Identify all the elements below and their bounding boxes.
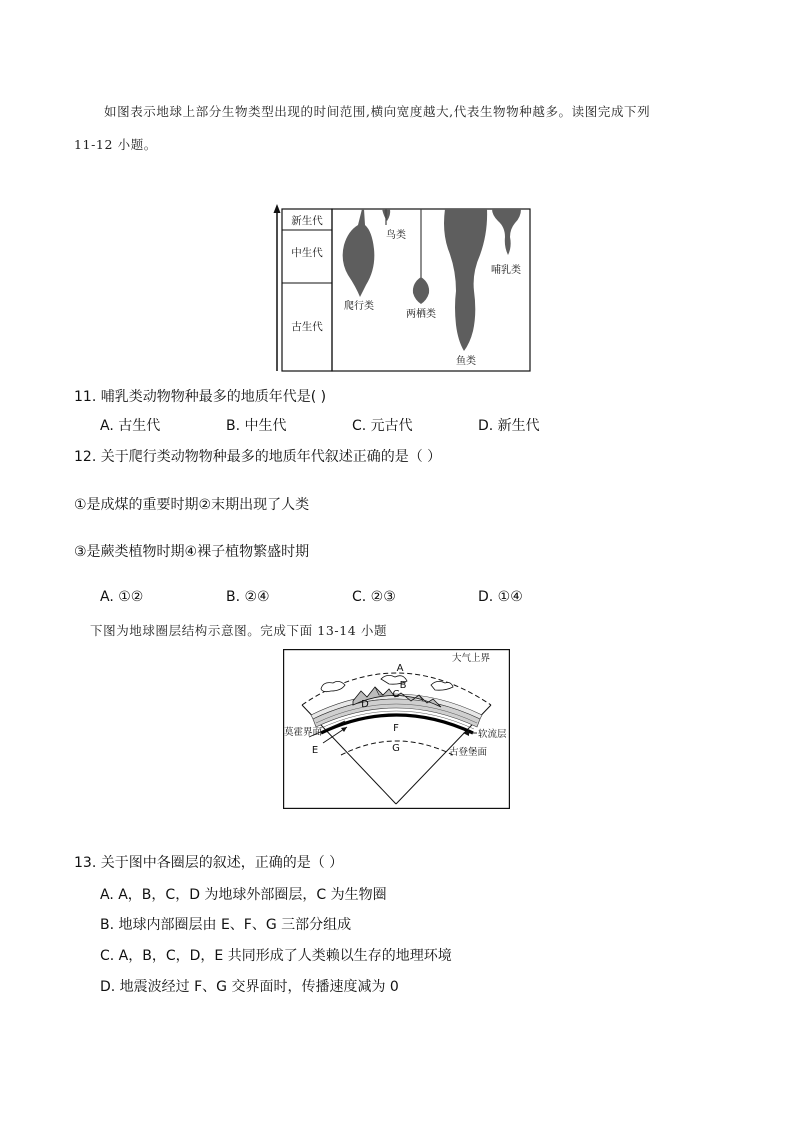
q12-option-a[interactable]: A. ①② xyxy=(100,589,144,605)
time-axis-arrow xyxy=(274,204,281,371)
label-reptile: 爬行类 xyxy=(344,301,374,312)
q12-option-b[interactable]: B. ②④ xyxy=(226,589,270,605)
label-fish: 鱼类 xyxy=(456,356,476,367)
cloud-left xyxy=(321,681,345,691)
q13-option-d[interactable]: D. 地震波经过 F、G 交界面时，传播速度减为 0 xyxy=(100,979,399,995)
intro-line-1: 如图表示地球上部分生物类型出现的时间范围,横向宽度越大,代表生物物种越多。读图完成下列 xyxy=(104,104,651,119)
label-mammal: 哺乳类 xyxy=(491,265,521,276)
q11-option-b[interactable]: B. 中生代 xyxy=(226,418,287,434)
q11-option-c[interactable]: C. 元古代 xyxy=(352,418,413,434)
label-gutenberg: 古登堡面 xyxy=(449,747,488,758)
era-label-mesozoic: 中生代 xyxy=(291,247,323,259)
era-label-paleozoic: 古生代 xyxy=(291,321,323,333)
q12-option-d[interactable]: D. ①④ xyxy=(478,589,523,605)
q11-stem: 11. 哺乳类动物物种最多的地质年代是( ) xyxy=(74,389,327,405)
label-a: A xyxy=(396,663,404,674)
reptile-shape xyxy=(343,209,375,297)
label-bird: 鸟类 xyxy=(386,230,406,241)
q13-option-c[interactable]: C. A，B，C，D，E 共同形成了人类赖以生存的地理环境 xyxy=(100,948,452,964)
earth-sphere-figure xyxy=(283,649,510,809)
q13-stem: 13. 关于图中各圈层的叙述，正确的是（ ） xyxy=(74,855,344,871)
cloud-right xyxy=(431,681,453,690)
era-column xyxy=(282,209,332,371)
label-asthenosphere: 软流层 xyxy=(478,729,507,740)
q12-statement-line-2: ③是蕨类植物时期④裸子植物繁盛时期 xyxy=(74,544,310,560)
intro-line-2: 11-12 小题。 xyxy=(74,137,157,152)
q13-option-a[interactable]: A. A，B，C，D 为地球外部圈层，C 为生物圈 xyxy=(100,887,387,903)
label-f: F xyxy=(393,723,399,734)
label-amphibian: 两栖类 xyxy=(406,309,436,320)
life-types-figure xyxy=(270,203,536,373)
mammal-shape xyxy=(492,209,521,255)
q12-option-c[interactable]: C. ②③ xyxy=(352,589,396,605)
label-top-of-atmosphere: 大气上界 xyxy=(452,653,491,664)
label-g: G xyxy=(392,743,400,754)
label-b: B xyxy=(399,680,407,691)
label-d: D xyxy=(361,699,369,710)
label-moho: 莫霍界面 xyxy=(284,727,323,738)
fish-shape xyxy=(444,209,487,351)
q12-statement-line-1: ①是成煤的重要时期②末期出现了人类 xyxy=(74,497,310,513)
q13-option-b[interactable]: B. 地球内部圈层由 E、F、G 三部分组成 xyxy=(100,917,352,933)
era-label-cenozoic: 新生代 xyxy=(291,215,323,227)
intro-2: 下图为地球圈层结构示意图。完成下面 13-14 小题 xyxy=(90,623,388,638)
label-e: E xyxy=(311,745,319,756)
q12-stem: 12. 关于爬行类动物物种最多的地质年代叙述正确的是（ ） xyxy=(74,449,442,465)
label-c: C xyxy=(392,689,400,700)
amphibian-shape xyxy=(413,277,429,304)
q11-option-a[interactable]: A. 古生代 xyxy=(100,418,161,434)
q11-option-d[interactable]: D. 新生代 xyxy=(478,418,540,434)
